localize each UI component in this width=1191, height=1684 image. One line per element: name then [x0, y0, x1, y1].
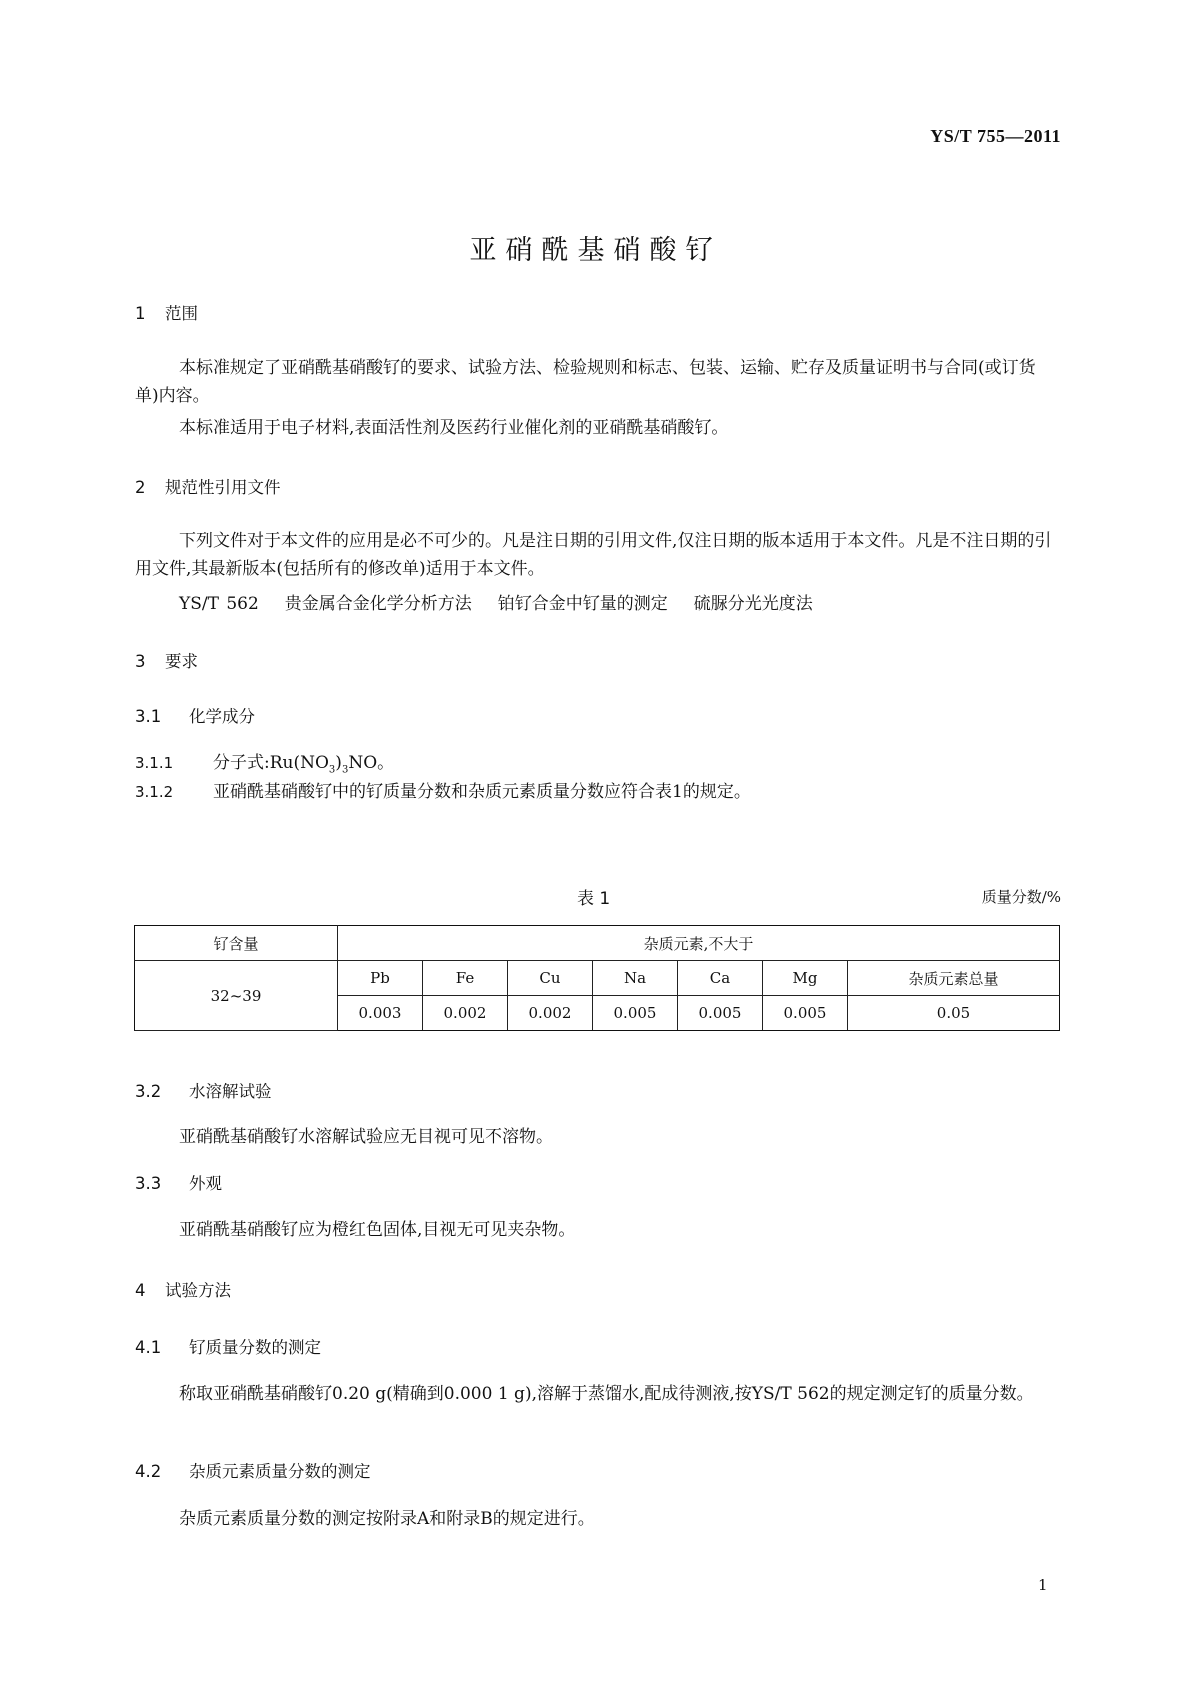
section-4-1-heading — [135, 1334, 321, 1358]
section-number: 4.2 — [135, 1462, 162, 1481]
section-title: 范围 — [165, 304, 198, 323]
section-2-paragraph-1: 下列文件对于本文件的应用是必不可少的。凡是注日期的引用文件,仅注日期的版本适用于本文件。凡是不注日期的引用文件,其最新版本(包括所有的修改单)适用于本文件。 — [135, 531, 1052, 579]
impurity-header: 杂质元素,不大于 — [338, 926, 1060, 961]
formula-subscript-1: 3 — [328, 764, 336, 776]
section-number: 2 — [135, 478, 146, 497]
element-cell: Na — [593, 961, 678, 996]
section-title: 要求 — [165, 652, 198, 671]
normative-reference — [179, 589, 839, 614]
formula-prefix: 分子式:Ru(NO — [213, 753, 329, 773]
document-title: 亚硝酰基硝酸钌 — [469, 235, 722, 266]
section-4-2-heading — [135, 1458, 371, 1482]
section-number: 4 — [135, 1281, 146, 1300]
element-cell: 杂质元素总量 — [848, 961, 1060, 996]
section-3-3-heading — [135, 1170, 222, 1194]
section-title: 水溶解试验 — [189, 1082, 272, 1101]
formula-middle: ) — [335, 753, 342, 773]
ru-content-header: 钌含量 — [135, 926, 338, 961]
section-3-2-heading — [135, 1078, 272, 1102]
section-number: 3.2 — [135, 1082, 162, 1101]
element-cell: Fe — [423, 961, 508, 996]
section-3-heading — [135, 648, 198, 672]
clause-text: 亚硝酰基硝酸钌中的钌质量分数和杂质元素质量分数应符合表1的规定。 — [213, 782, 751, 802]
section-1-heading — [135, 300, 198, 324]
reference-title-part-1: 贵金属合金化学分析方法 — [284, 594, 472, 614]
table-row-elements — [135, 961, 1060, 996]
table-caption: 表 1 — [577, 889, 611, 909]
section-3-2-text: 亚硝酰基硝酸钌水溶解试验应无目视可见不溶物。 — [179, 1127, 553, 1147]
value-cell: 0.002 — [508, 996, 593, 1031]
section-3-3-text: 亚硝酰基硝酸钌应为橙红色固体,目视无可见夹杂物。 — [179, 1220, 576, 1240]
section-title: 化学成分 — [189, 707, 255, 726]
section-title: 外观 — [189, 1174, 222, 1193]
section-number: 3.3 — [135, 1174, 162, 1193]
formula-suffix: NO。 — [348, 753, 395, 773]
ru-content-value: 32~39 — [135, 961, 338, 1031]
clause-number: 3.1.2 — [135, 783, 174, 801]
reference-code: YS/T 562 — [179, 594, 259, 614]
reference-title-part-3: 硫脲分光光度法 — [693, 594, 813, 614]
clause-3-1-1 — [135, 748, 394, 775]
section-number: 3 — [135, 652, 146, 671]
section-4-heading — [135, 1277, 231, 1301]
section-1-paragraph-1: 本标准规定了亚硝酰基硝酸钌的要求、试验方法、检验规则和标志、包装、运输、贮存及质量证明书与合同(或订货单)内容。 — [135, 358, 1036, 406]
value-cell: 0.05 — [848, 996, 1060, 1031]
section-title: 试验方法 — [165, 1281, 231, 1300]
standard-code: YS/T 755—2011 — [930, 126, 1061, 146]
element-cell: Ca — [678, 961, 763, 996]
table-header-row — [135, 926, 1060, 961]
page-number: 1 — [1038, 1576, 1048, 1594]
element-cell: Mg — [763, 961, 848, 996]
formula-subscript-2: 3 — [341, 764, 349, 776]
element-cell: Cu — [508, 961, 593, 996]
section-title: 规范性引用文件 — [165, 478, 281, 497]
value-cell: 0.002 — [423, 996, 508, 1031]
section-3-1-heading — [135, 703, 255, 727]
clause-number: 3.1.1 — [135, 754, 174, 772]
clause-3-1-2 — [135, 777, 751, 802]
section-number: 3.1 — [135, 707, 162, 726]
reference-title-part-2: 铂钌合金中钌量的测定 — [497, 594, 668, 614]
element-cell: Pb — [338, 961, 423, 996]
value-cell: 0.005 — [593, 996, 678, 1031]
section-4-2-text: 杂质元素质量分数的测定按附录A和附录B的规定进行。 — [179, 1509, 595, 1529]
value-cell: 0.005 — [678, 996, 763, 1031]
section-title: 杂质元素质量分数的测定 — [189, 1462, 371, 1481]
section-4-1-text: 称取亚硝酰基硝酸钌0.20 g(精确到0.000 1 g),溶解于蒸馏水,配成待测液,按YS/T 562的规定测定钌的质量分数。 — [179, 1384, 1034, 1404]
section-1-paragraph-2: 本标准适用于电子材料,表面活性剂及医药行业催化剂的亚硝酰基硝酸钌。 — [179, 418, 729, 438]
section-number: 4.1 — [135, 1338, 162, 1357]
section-number: 1 — [135, 304, 146, 323]
section-2-heading — [135, 474, 281, 498]
section-title: 钌质量分数的测定 — [189, 1338, 321, 1357]
table-unit: 质量分数/% — [981, 888, 1061, 906]
value-cell: 0.003 — [338, 996, 423, 1031]
value-cell: 0.005 — [763, 996, 848, 1031]
composition-table — [134, 925, 1060, 1031]
